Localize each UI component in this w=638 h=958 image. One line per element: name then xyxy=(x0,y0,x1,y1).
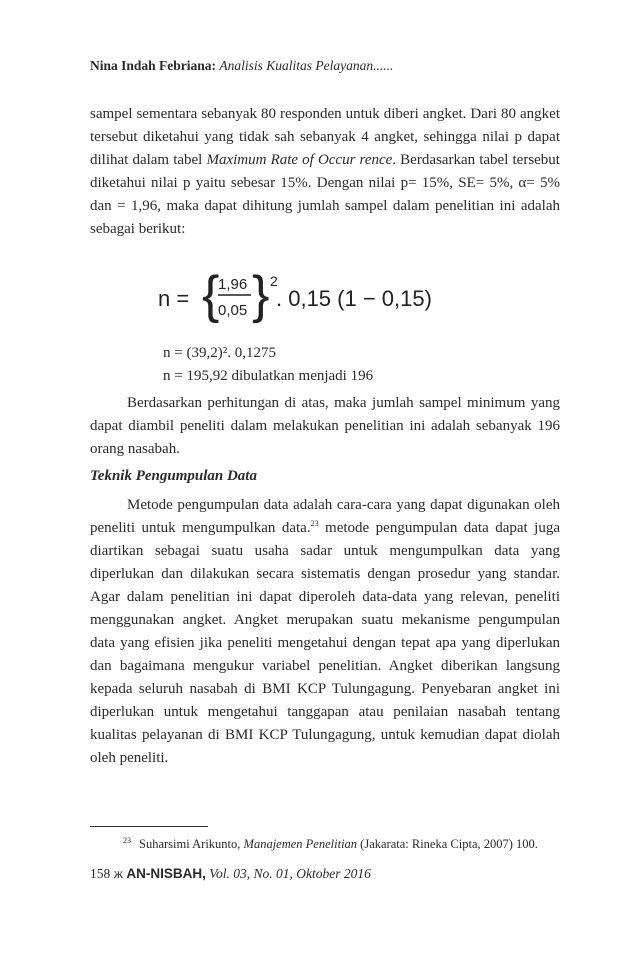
formula-lhs: n = xyxy=(158,286,190,311)
formula-exponent: 2 xyxy=(270,273,278,289)
table-name: Maximum Rate of Occur rence xyxy=(206,152,393,168)
running-header xyxy=(90,58,393,74)
journal-name: AN-NISBAH, xyxy=(126,866,206,881)
formula-right-brace: } xyxy=(252,266,270,324)
footnote-number: 23 xyxy=(123,836,131,845)
paragraph-sample xyxy=(90,103,560,241)
footnote-author: Suharsimi Arikunto, xyxy=(139,837,244,852)
paragraph-sample-text-1: sampel sementara sebanyak 80 responden untuk diberi angket. Dari 80 angket tersebut diketahui yang tidak sah sebanyak 4 angket, sehingga nilai p dapat dilihat dalam tabel xyxy=(90,106,560,168)
sample-size-formula xyxy=(158,262,432,330)
paragraph-method-text-1: Metode pengumpulan data adalah cara-cara yang dapat digunakan oleh peneliti untuk mengumpulkan data. xyxy=(90,497,560,536)
footer-separator-icon: ж xyxy=(113,866,123,881)
formula-numerator: 1,96 xyxy=(218,276,248,293)
header-author: Nina Indah Febriana: xyxy=(90,58,217,73)
footnote-divider xyxy=(90,826,208,827)
header-title: Analisis Kualitas Pelayanan...... xyxy=(219,58,394,73)
footnote xyxy=(123,836,538,852)
calculation-line-2: n = 195,92 dibulatkan menjadi 196 xyxy=(163,368,374,384)
footnote-book: Manajemen Penelitian xyxy=(243,837,358,852)
section-heading: Teknik Pengumpulan Data xyxy=(90,468,257,484)
paragraph-method-text-2: metode pengumpulan data dapat juga diartikan sebagai suatu usaha sadar untuk mengumpulkan data yang diperlukan dan dilakukan secara sistematis dengan prosedur yang standar. Agar dalam penelitian ini dapat diperoleh data-data yang relevan, peneliti menggunakan angket. Angket merupakan suatu mekanisme pengumpulan data yang efisien jika peneliti mengetahui dengan tepat apa yang diperlukan dan bagaimana mengukur variabel penelitian. Angket diberikan langsung kepada seluruh nasabah di BMI KCP Tulungagung. Penyebaran angket ini diperlukan untuk mengetahui tanggapan atau penilaian nasabah tentang kualitas pelayanan di BMI KCP Tulungagung, untuk kemudian dapat diolah oleh peneliti. xyxy=(90,520,560,766)
paragraph-sample-text-2: . Berdasarkan tabel tersebut diketahui nilai p yaitu sebesar 15%. Dengan nilai p= 15%, SE= 5%, α= 5% dan = 1,96, maka dapat dihitung jumlah sampel dalam penelitian ini adalah sebagai berikut: xyxy=(90,152,560,237)
formula-denominator: 0,05 xyxy=(218,302,248,319)
calculation-line-1: n = (39,2)². 0,1275 xyxy=(163,345,276,361)
formula-rest: . 0,15 (1 − 0,15) xyxy=(276,286,432,311)
journal-issue: Vol. 03, No. 01, Oktober 2016 xyxy=(209,866,371,881)
paragraph-result: Berdasarkan perhitungan di atas, maka jumlah sampel minimum yang dapat diambil peneliti dalam melakukan penelitian ini adalah sebanyak 196 orang nasabah. xyxy=(90,395,560,457)
footnote-publisher: (Jakarata: Rineka Cipta, 2007) 100. xyxy=(357,837,538,852)
paragraph-method xyxy=(90,494,560,770)
footnote-reference: 23 xyxy=(310,519,319,528)
formula-left-brace: { xyxy=(202,266,220,324)
page-number: 158 xyxy=(90,866,111,881)
page-footer xyxy=(90,866,371,882)
